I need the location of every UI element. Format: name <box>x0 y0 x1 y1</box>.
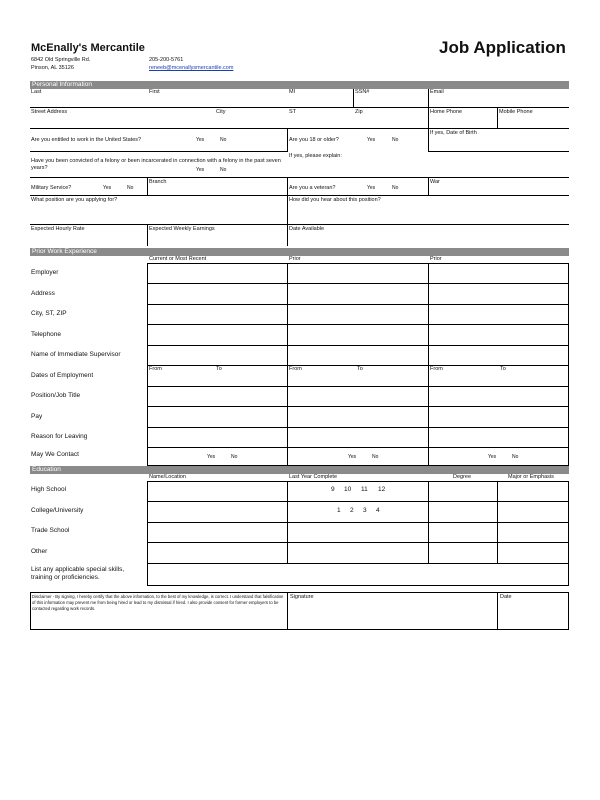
edu-label-skills: List any applicable special skills, training or proficiencies. <box>31 566 125 581</box>
field-first[interactable]: First <box>149 89 160 95</box>
education-grid <box>147 481 569 586</box>
to-1[interactable]: To <box>216 366 222 372</box>
field-ssn[interactable]: SSN# <box>355 89 370 95</box>
question-felony: Have you been convicted of a felony or been incarcerated in connection with a felony in the past seven years? <box>31 158 281 171</box>
college-year-3[interactable]: 3 <box>363 507 367 514</box>
edu-label-other: Other <box>31 548 48 555</box>
section-title: Personal Information <box>32 81 92 88</box>
veteran-no[interactable]: No <box>392 185 399 191</box>
field-city[interactable]: City <box>216 109 226 115</box>
contact-3-yes[interactable]: Yes <box>488 454 497 460</box>
col-last-year: Last Year Complete <box>289 474 338 480</box>
question-military: Military Service? <box>31 185 72 191</box>
contact-1-no[interactable]: No <box>231 454 238 460</box>
row-label-employer: Employer <box>31 269 59 276</box>
section-bar-work <box>30 248 569 256</box>
question-age18: Are you 18 or older? <box>289 137 339 143</box>
question-entitled: Are you entitled to work in the United States? <box>31 137 142 143</box>
field-date-of-birth[interactable]: If yes, Date of Birth <box>430 130 477 136</box>
hs-year-12[interactable]: 12 <box>378 486 386 493</box>
col-degree: Degree <box>453 474 472 480</box>
row-label-pay: Pay <box>31 413 43 420</box>
col-major: Major or Emphasis <box>508 474 554 480</box>
college-year-4[interactable]: 4 <box>376 507 380 514</box>
contact-2-yes[interactable]: Yes <box>348 454 357 460</box>
entitled-yes[interactable]: Yes <box>196 137 205 143</box>
from-2[interactable]: From <box>289 366 302 372</box>
field-street-address[interactable]: Street Address <box>31 109 68 115</box>
hs-year-9[interactable]: 9 <box>331 486 335 493</box>
to-3[interactable]: To <box>500 366 506 372</box>
from-1[interactable]: From <box>149 366 162 372</box>
col-prior-2: Prior <box>430 256 442 262</box>
college-year-1[interactable]: 1 <box>337 507 341 514</box>
age18-yes[interactable]: Yes <box>367 137 376 143</box>
age18-no[interactable]: No <box>392 137 399 143</box>
felony-no[interactable]: No <box>220 167 227 173</box>
col-current: Current or Most Recent <box>149 256 207 262</box>
section-title: Education <box>32 466 61 473</box>
military-yes[interactable]: Yes <box>103 185 112 191</box>
section-title: Prior Work Experience <box>32 248 97 255</box>
section-bar-personal <box>30 81 569 89</box>
field-mi[interactable]: MI <box>289 89 296 95</box>
section-bar-education <box>30 466 569 474</box>
contact-2-no[interactable]: No <box>372 454 379 460</box>
edu-label-trade: Trade School <box>31 527 70 534</box>
contact-1-yes[interactable]: Yes <box>207 454 216 460</box>
field-email[interactable]: Email <box>430 89 444 95</box>
contact-3-no[interactable]: No <box>512 454 519 460</box>
field-zip[interactable]: Zip <box>355 109 363 115</box>
question-veteran: Are you a veteran? <box>289 185 336 191</box>
hs-year-10[interactable]: 10 <box>344 486 352 493</box>
field-signature[interactable]: Signature <box>290 594 314 600</box>
disclaimer-text: Disclaimer - By signing, I hereby certify that the above information, to the best of my knowledge, is correct. I understand that falsification of this information may prevent me from being hired or lead to my dismissal if hired. I also provide consent for former employers to be contacted regarding work records. <box>32 594 284 611</box>
company-address-line1: 6842 Old Springville Rd. <box>31 57 91 63</box>
to-2[interactable]: To <box>357 366 363 372</box>
veteran-yes[interactable]: Yes <box>367 185 376 191</box>
company-name: McEnally's Mercantile <box>31 42 145 54</box>
entitled-no[interactable]: No <box>220 137 227 143</box>
company-address-line2: Pinson, AL 35126 <box>31 65 74 71</box>
company-phone: 205-200-5761 <box>149 57 184 63</box>
row-label-supervisor: Name of Immediate Supervisor <box>31 351 121 358</box>
field-weekly-earnings[interactable]: Expected Weekly Earnings <box>149 226 215 232</box>
field-hourly-rate[interactable]: Expected Hourly Rate <box>31 226 85 232</box>
field-signature-date[interactable]: Date <box>500 594 512 600</box>
hs-year-11[interactable]: 11 <box>361 486 368 493</box>
col-name-location: Name/Location <box>149 474 186 480</box>
field-mobile-phone[interactable]: Mobile Phone <box>499 109 533 115</box>
row-label-position: Position/Job Title <box>31 392 81 399</box>
edu-label-high-school: High School <box>31 486 67 493</box>
felony-yes[interactable]: Yes <box>196 167 205 173</box>
row-label-reason: Reason for Leaving <box>31 433 88 440</box>
military-no[interactable]: No <box>127 185 134 191</box>
page-title: Job Application <box>439 38 566 57</box>
row-label-contact: May We Contact <box>31 451 79 458</box>
from-3[interactable]: From <box>430 366 443 372</box>
field-position[interactable]: What position are you applying for? <box>31 197 118 203</box>
company-email-link[interactable]: reneeb@mcenallysmercantile.com <box>149 65 234 71</box>
field-heard-about[interactable]: How did you hear about this position? <box>289 197 381 203</box>
field-last[interactable]: Last <box>31 89 42 95</box>
edu-label-college: College/University <box>31 507 84 514</box>
field-please-explain[interactable]: If yes, please explain: <box>289 153 342 159</box>
field-branch[interactable]: Branch <box>149 179 167 185</box>
field-war[interactable]: War <box>430 179 440 185</box>
field-home-phone[interactable]: Home Phone <box>430 109 463 115</box>
row-label-telephone: Telephone <box>31 331 61 338</box>
row-label-address: Address <box>31 290 55 297</box>
college-year-2[interactable]: 2 <box>350 507 354 514</box>
row-label-dates: Dates of Employment <box>31 372 94 379</box>
field-date-available[interactable]: Date Available <box>289 226 325 232</box>
row-label-city-st-zip: City, ST, ZIP <box>31 310 67 317</box>
col-prior-1: Prior <box>289 256 301 262</box>
field-st[interactable]: ST <box>289 109 297 115</box>
